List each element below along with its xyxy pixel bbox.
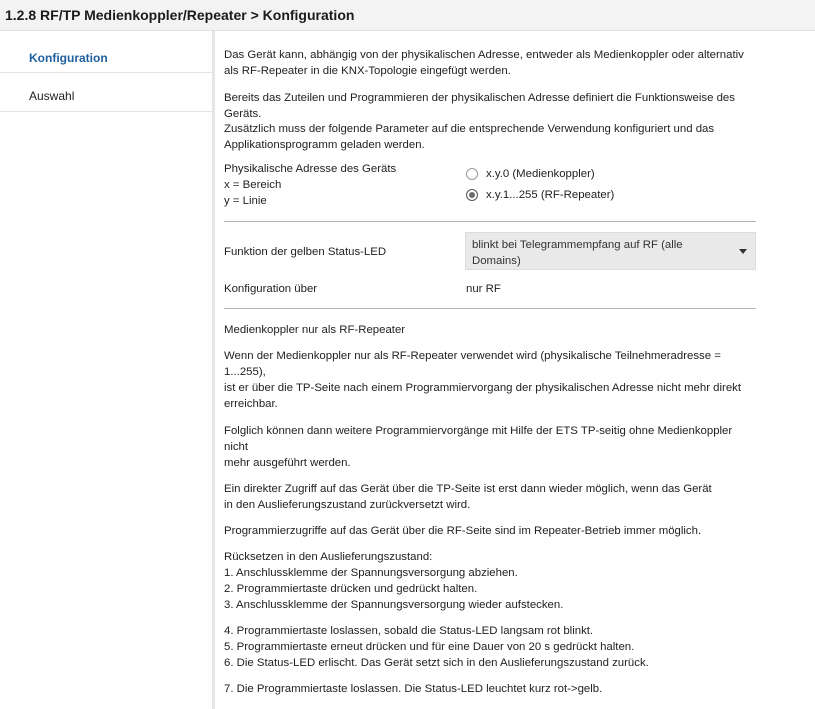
reset-step: 7. Die Programmiertaste loslassen. Die Status-LED leuchtet kurz rot->gelb. xyxy=(224,683,603,695)
intro2-line-2: Geräts. xyxy=(224,108,262,120)
address-param-x: x = Bereich xyxy=(224,179,282,191)
radio-medienkoppler[interactable] xyxy=(466,166,595,182)
intro2-line-3: Zusätzlich muss der folgende Parameter auf die entsprechende Verwendung konfiguriert und das xyxy=(224,123,715,135)
info-p2-line: Folglich können dann weitere Programmiervorgänge mit Hilfe der ETS TP-seitig ohne Medienkoppler xyxy=(224,425,733,437)
config-param-value: nur RF xyxy=(466,283,501,295)
info-p3-line: in den Auslieferungszustand zurückversetzt wird. xyxy=(224,499,471,511)
sidebar-item-label: Konfiguration xyxy=(29,51,108,65)
info-p1-line: erreichbar. xyxy=(224,398,278,410)
led-param-label: Funktion der gelben Status-LED xyxy=(224,246,387,258)
page-title: 1.2.8 RF/TP Medienkoppler/Repeater > Konfiguration xyxy=(5,7,355,23)
radio-button[interactable] xyxy=(466,189,478,201)
reset-step: 2. Programmiertaste drücken und gedrückt halten. xyxy=(224,583,478,595)
config-param-label: Konfiguration über xyxy=(224,283,318,295)
sidebar-item-konfiguration[interactable] xyxy=(0,35,212,73)
title-bar xyxy=(0,0,815,31)
address-param-y: y = Linie xyxy=(224,195,267,207)
reset-heading: Rücksetzen in den Auslieferungszustand: xyxy=(224,551,433,563)
divider xyxy=(224,308,756,309)
info-p4: Programmierzugriffe auf das Gerät über die RF-Seite sind im Repeater-Betrieb immer möglich. xyxy=(224,525,702,537)
sidebar-item-auswahl[interactable] xyxy=(0,74,212,112)
select-value: blinkt bei Telegrammempfang auf RF (alle Domains) xyxy=(472,239,683,267)
intro-line-1: Das Gerät kann, abhängig von der physikalischen Adresse, entweder als Medienkoppler oder alternativ xyxy=(224,49,744,61)
sidebar-item-label: Auswahl xyxy=(29,89,75,103)
reset-step: 4. Programmiertaste loslassen, sobald die Status-LED langsam rot blinkt. xyxy=(224,625,594,637)
info-p2-line: nicht xyxy=(224,441,249,453)
info-p2-line: mehr ausgeführt werden. xyxy=(224,457,351,469)
divider xyxy=(224,221,756,222)
info-p1-line: ist er über die TP-Seite nach einem Programmiervorgang der physikalischen Adresse nicht mehr direkt xyxy=(224,382,742,394)
reset-step: 3. Anschlussklemme der Spannungsversorgung wieder aufstecken. xyxy=(224,599,564,611)
info-p1-line: 1...255), xyxy=(224,366,266,378)
info-p3-line: Ein direkter Zugriff auf das Gerät über die TP-Seite ist erst dann wieder möglich, wenn das Gerät xyxy=(224,483,712,495)
reset-step: 1. Anschlussklemme der Spannungsversorgung abziehen. xyxy=(224,567,518,579)
sidebar xyxy=(0,31,215,709)
intro-line-2: als RF-Repeater in die KNX-Topologie eingefügt werden. xyxy=(224,65,511,77)
radio-label: x.y.0 (Medienkoppler) xyxy=(486,168,595,180)
led-function-select[interactable] xyxy=(465,232,756,270)
reset-step: 6. Die Status-LED erlischt. Das Gerät setzt sich in den Auslieferungszustand zurück. xyxy=(224,657,649,669)
intro2-line-4: Applikationsprogramm geladen werden. xyxy=(224,139,425,151)
address-param-label: Physikalische Adresse des Geräts xyxy=(224,163,397,175)
chevron-down-icon xyxy=(739,249,747,254)
intro2-line-1: Bereits das Zuteilen und Programmieren der physikalischen Adresse definiert die Funktionsweise des xyxy=(224,92,735,104)
info-p1-line: Wenn der Medienkoppler nur als RF-Repeater verwendet wird (physikalische Teilnehmeradresse = xyxy=(224,350,721,362)
radio-button[interactable] xyxy=(466,168,478,180)
radio-label: x.y.1...255 (RF-Repeater) xyxy=(486,189,615,201)
radio-rf-repeater[interactable] xyxy=(466,187,614,203)
reset-step: 5. Programmiertaste erneut drücken und für eine Dauer von 20 s gedrückt halten. xyxy=(224,641,635,653)
info-heading: Medienkoppler nur als RF-Repeater xyxy=(224,324,406,336)
